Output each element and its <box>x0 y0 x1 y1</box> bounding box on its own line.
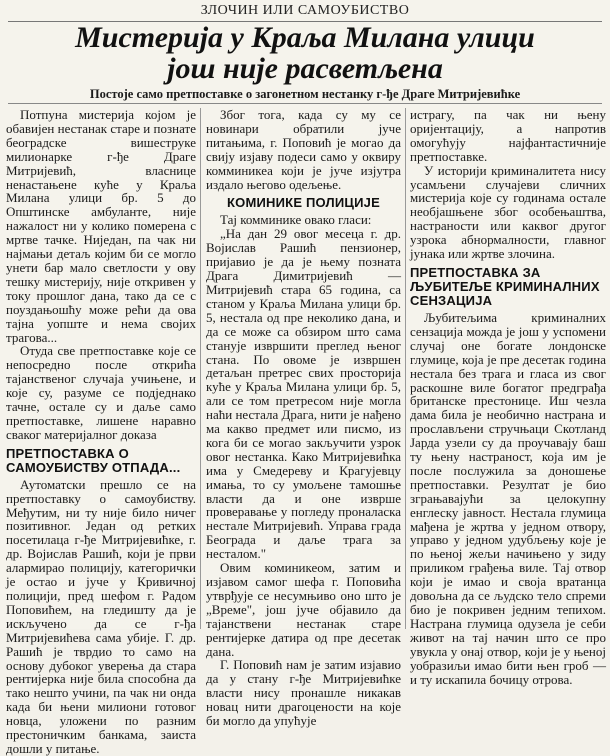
section-heading: ПРЕТПОСТАВКА О САМОУБИСТВУ ОТПАДА... <box>6 445 181 475</box>
column-divider <box>200 108 201 629</box>
paragraph: Потпуна мистерија којом је обавијен нестанак старе и познате београдске вишеструке милионарке г-ђе Драге Митријевић, власнице ненастањене куће у Краља Милана улици бр. 5 до Општинске амбуланте, није нажалост ни у колико померена с мртве тачке. Ниједан, па чак ни најмањи детаљ којим би се могло унети бар мало светлости у ову тешку мистерију, није откривен у току прошлог дана, тако да се с поуздањошћу може рећи да ова тајна уопште и нема својих трагова... <box>6 107 196 345</box>
subheadline-rule <box>8 103 602 104</box>
paragraph: У историји криминалитета нису усамљени случајеви сличних мистерија које су годинама остале необјашњене због особењаштва, настраности или каквог другог узрока абнормалности, главног јунака или жртве злочина. <box>410 162 606 262</box>
paragraph: Аутоматски прешло се на претпоставку о самоубиству. Међутим, ни ту није било ничег позитивног. Један од ретких посетилаца г-ђе Митријевићке, г. др. Војислав Рашић, који је први алармирао полицију, категорички је остао и јуче у Кривичној полицији, пред шефом г. Радом Поповићем, на гледишту да је искључено да се г-ђа Митријевићева сама убије. Г. др. Рашић је тврдио то само на основу дубоког уверења да стара рентијерка није била способна да тако нешто учини, па чак ни онда када би њени милиони готовог новца, уложени по разним престоничким банкама, заиста дошли у питање. <box>6 476 196 756</box>
column-1 <box>6 107 196 756</box>
column-divider <box>405 108 406 629</box>
section-heading: КОМИНИКЕ ПОЛИЦИЈЕ <box>227 195 380 211</box>
paragraph: „На дан 29 овог месеца г. др. Војислав Рашић пензионер, пријавио је да је њему позната Драга Димитријевић — Митријевић стара 65 година, са станом у Краља Милана улици бр. 5, нестала од пре неколико дана, и да се може са обзиром што сама станује извршити преглед њеног стана. По овоме је извршен детаљан претрес свих просторија куће у Краља Милана улици бр. 5, али се том претресом није могла наћи нестала Драга, нити је нађено ма какво предмет или писмо, из кога би се могао закључити узрок овог нестанка. Како Митријевићка има у Смедереву и Крагујевцу имања, то су умољене тамошње власти да и оне изврше проверавање у погледу проналаска нестале Митријевић. Управа града Београда и даље трага за несталом." <box>206 226 401 562</box>
paragraph: Тај комминике овако гласи: <box>220 212 372 228</box>
headline-line-1: Мистерија у Краља Милана улици <box>75 21 535 54</box>
headline-line-2: још није расветљена <box>167 52 443 85</box>
paragraph: Љубитељима криминалних сензација можда је још у успомени случај оне богате лондонске глумице, која је пре десетак година нестала без трага и гласа из свог раскошне виле богатог предграђа британске престонице. Иш чезла дама била је необично настрана и прослављени стручњаци Скотланд Јарда узели су да проучавају баш ту њену настраност, која им је после послужила за доношење претпоставки. Резултат је био зграњавајући за целокупну енглеску јавност. Нестала глумица мађена је жртва у једном отвору, управо у једном удубљењу које је по њеној жељи начињено у зиду приликом грађења виле. Тај отвор који је имао и своја вратанца довољна да се људско тело спреми био је покривен једним тепихом. Настрана глумица одузела је себи живот на тај начин што се про увукла у онај отвор, који је у њеној уобразиљи имао бити њен гроб — и ту искапила бочицу отрова. <box>410 309 606 687</box>
paragraph: Овим коминикеом, затим и изјавом самог шефа г. Поповића утврђује се несумњиво оно што је „Време", још јуче објавило да тајанствени нестанак старе рентијерке датира од пре десетак дана. <box>206 560 401 659</box>
kicker: ЗЛОЧИН ИЛИ САМОУБИСТВО <box>200 3 410 18</box>
section-heading: ПРЕТПОСТАВКА ЗА ЉУБИТЕЉЕ КРИМИНАЛНИХ СЕНЗАЦИЈА <box>410 264 600 308</box>
column-3 <box>410 107 606 687</box>
paragraph: истрагу, па чак ни њену оријентацију, а напротив омогућују најфантастичније претпоставке. <box>410 107 606 164</box>
paragraph: Због тога, када су му се новинари обратили јуче питањима, г. Поповић је могао да свију изјаву подеси само у оквиру комминикеа који је јуче изјутра издало његово одељење. <box>206 107 401 192</box>
subheadline: Постоје само претпоставке о загонетном нестанку г-ђе Драге Митријевићке <box>89 87 521 101</box>
column-2 <box>206 107 401 729</box>
paragraph: Отуда све претпоставке које се непосредно после открића тајанственог случаја учињене, и које су, разуме се подједнако тачне, остале су и даље само претпоставке, лишене наравно сваког материјалног доказа <box>6 343 196 442</box>
headline <box>6 22 604 84</box>
paragraph: Г. Поповић нам је затим изјавио да у стану г-ђе Митријевићке власти нису пронашле никакав новац нити драгоцености на које би могло да упућује <box>206 657 401 729</box>
